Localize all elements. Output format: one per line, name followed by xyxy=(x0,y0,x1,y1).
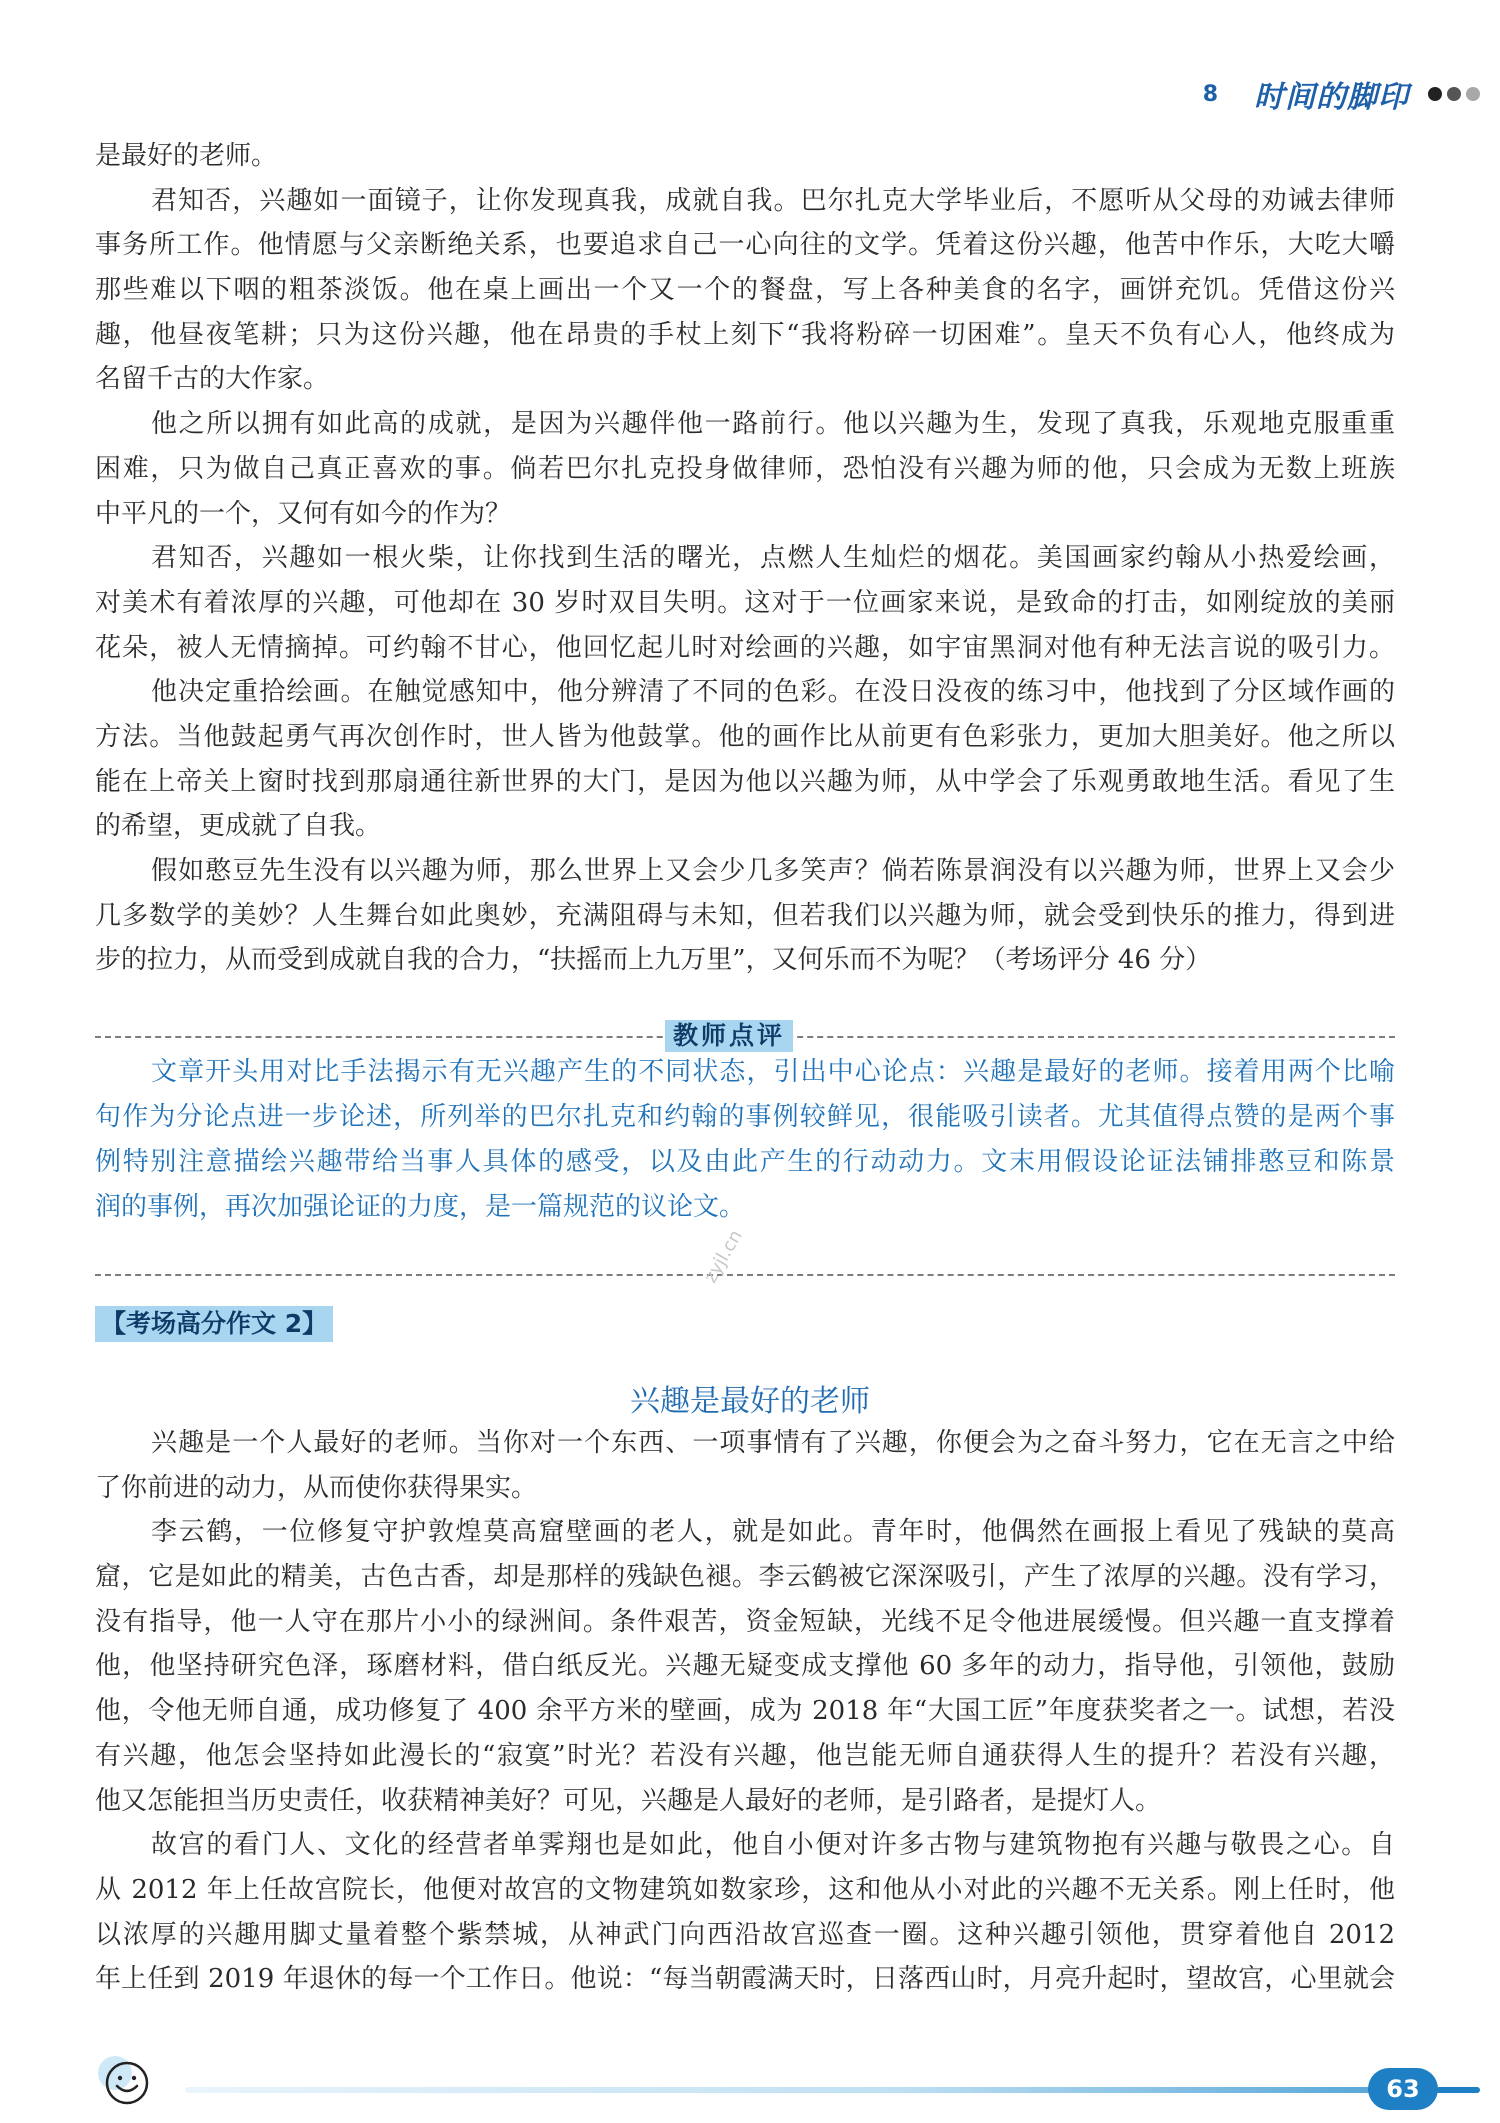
review-label: 教师点评 xyxy=(665,1020,793,1052)
essay-line: 君知否，兴趣如一面镜子，让你发现真我，成就自我。巴尔扎克大学毕业后，不愿听从父母的劝诫去律师 xyxy=(151,185,1395,216)
essay-line: 中平凡的一个，又何有如今的作为？ xyxy=(95,498,512,529)
essay-line: 有兴趣，他怎会坚持如此漫长的“寂寞”时光？若没有兴趣，他岂能无师自通获得人生的提升？若没有兴趣， xyxy=(95,1740,1395,1771)
essay-line: 他又怎能担当历史责任，收获精神美好？可见，兴趣是人最好的老师，是引路者，是提灯人。 xyxy=(95,1785,1162,1816)
essay-line: 没有指导，他一人守在那片小小的绿洲间。条件艰苦，资金短缺，光线不足令他进展缓慢。但兴趣一直支撑着 xyxy=(95,1606,1395,1637)
essay-2-body xyxy=(95,1421,1395,2002)
essay-line: 以浓厚的兴趣用脚丈量着整个紫禁城，从神武门向西沿故宫巡查一圈。这种兴趣引领他，贯穿着他自 2012 xyxy=(95,1919,1395,1950)
dot-icon xyxy=(1466,87,1480,101)
essay-line: 困难，只为做自己真正喜欢的事。倘若巴尔扎克投身做律师，恐怕没有兴趣为师的他，只会成为无数上班族 xyxy=(95,453,1395,484)
essay-line: 花朵，被人无情摘掉。可约翰不甘心，他回忆起儿时对绘画的兴趣，如宇宙黑洞对他有种无法言说的吸引力。 xyxy=(95,632,1395,663)
essay-line: 年上任到 2019 年退休的每一个工作日。他说：“每当朝霞满天时，日落西山时，月亮升起时，望故宫，心里就会 xyxy=(95,1964,1395,1995)
footer-rule-end xyxy=(1436,2087,1480,2093)
dot-icon xyxy=(1447,87,1461,101)
essay-line: 了你前进的动力，从而使你获得果实。 xyxy=(95,1472,538,1503)
review-line: 例特别注意描绘兴趣带给当事人具体的感受，以及由此产生的行动动力。文末用假设论证法铺排憨豆和陈景 xyxy=(95,1147,1395,1177)
essay-line: 那些难以下咽的粗茶淡饭。他在桌上画出一个又一个的餐盘，写上各种美食的名字，画饼充饥。凭借这份兴 xyxy=(95,275,1395,306)
review-text xyxy=(95,1050,1395,1230)
essay-line: 从 2012 年上任故宫院长，他便对故宫的文物建筑如数家珍，这和他从小对此的兴趣不无关系。刚上任时，他 xyxy=(95,1874,1395,1905)
chapter-number: 8 xyxy=(1202,81,1218,107)
essay-line: 假如憨豆先生没有以兴趣为师，那么世界上又会少几多笑声？倘若陈景润没有以兴趣为师，世界上又会少 xyxy=(151,856,1395,886)
essay-line: 兴趣是一个人最好的老师。当你对一个东西、一项事情有了兴趣，你便会为之奋斗努力，它在无言之中给 xyxy=(151,1428,1395,1458)
review-line: 文章开头用对比手法揭示有无兴趣产生的不同状态，引出中心论点：兴趣是最好的老师。接着用两个比喻 xyxy=(151,1057,1395,1087)
section-label: 【考场高分作文 2】 xyxy=(95,1306,333,1342)
essay-line: 对美术有着浓厚的兴趣，可他却在 30 岁时双目失明。这对于一位画家来说，是致命的打击，如刚绽放的美丽 xyxy=(95,587,1395,618)
article-title: 兴趣是最好的老师 xyxy=(630,1384,870,1419)
essay-line: 窟，它是如此的精美，古色古香，却是那样的残缺色褪。李云鹤被它深深吸引，产生了浓厚的兴趣。没有学习， xyxy=(95,1562,1395,1593)
essay-line: 李云鹤，一位修复守护敦煌莫高窟壁画的老人，就是如此。青年时，他偶然在画报上看见了残缺的莫高 xyxy=(151,1517,1395,1548)
dot-icon xyxy=(1428,87,1442,101)
divider xyxy=(95,1274,1395,1276)
essay-line: 能在上帝关上窗时找到那扇通往新世界的大门，是因为他以兴趣为师，从中学会了乐观勇敢地生活。看见了生 xyxy=(95,766,1395,797)
essay-line: 事务所工作。他情愿与父亲断绝关系，也要追求自己一心向往的文学。凭着这份兴趣，他苦中作乐，大吃大嚼 xyxy=(95,230,1395,261)
essay-line: 他，他坚持研究色泽，琢磨材料，借白纸反光。兴趣无疑变成支撑他 60 多年的动力，指导他，引领他，鼓励 xyxy=(95,1651,1395,1682)
review-line: 润的事例，再次加强论证的力度，是一篇规范的议论文。 xyxy=(95,1192,746,1222)
essay-line: 故宫的看门人、文化的经营者单霁翔也是如此，他自小便对许多古物与建筑物抱有兴趣与敬畏之心。自 xyxy=(151,1830,1395,1861)
footer-rule xyxy=(185,2087,1370,2093)
page-number: 63 xyxy=(1368,2068,1438,2110)
essay-line: 他之所以拥有如此高的成就，是因为兴趣伴他一路前行。他以兴趣为生，发现了真我，乐观地克服重重 xyxy=(151,409,1395,440)
essay-line: 方法。当他鼓起勇气再次创作时，世人皆为他鼓掌。他的画作比从前更有色彩张力，更加大胆美好。他之所以 xyxy=(95,721,1395,752)
review-line: 句作为分论点进一步论述，所列举的巴尔扎克和约翰的事例较鲜见，很能吸引读者。尤其值得点赞的是两个事 xyxy=(95,1102,1395,1132)
essay-line: 的希望，更成就了自我。 xyxy=(95,811,382,842)
essay-line: 他决定重拾绘画。在触觉感知中，他分辨清了不同的色彩。在没日没夜的练习中，他找到了分区域作画的 xyxy=(151,677,1395,708)
essay-line: 君知否，兴趣如一根火柴，让你找到生活的曙光，点燃人生灿烂的烟花。美国画家约翰从小热爱绘画， xyxy=(151,543,1395,574)
essay-line: 趣，他昼夜笔耕；只为这份兴趣，他在昂贵的手杖上刻下“我将粉碎一切困难”。皇天不负有心人，他终成为 xyxy=(95,319,1395,350)
essay-1-body xyxy=(95,134,1395,983)
essay-line: 步的拉力，从而受到成就自我的合力，“扶摇而上九万里”，又何乐而不为呢？（考场评分 46 分） xyxy=(95,945,1212,976)
essay-line: 他，令他无师自通，成功修复了 400 余平方米的壁画，成为 2018 年“大国工匠”年度获奖者之一。试想，若没 xyxy=(95,1696,1395,1727)
decorative-dots xyxy=(1423,87,1480,101)
essay-line: 名留千古的大作家。 xyxy=(95,364,330,395)
essay-line: 是最好的老师。 xyxy=(95,141,278,171)
smiley-icon xyxy=(104,2060,150,2110)
chapter-title: 时间的脚印 xyxy=(1254,80,1409,115)
essay-line: 几多数学的美妙？人生舞台如此奥妙，充满阻碍与未知，但若我们以兴趣为师，就会受到快乐的推力，得到进 xyxy=(95,900,1395,931)
page-header xyxy=(1203,74,1480,114)
watermark: zyjl.cn xyxy=(700,1226,747,1287)
